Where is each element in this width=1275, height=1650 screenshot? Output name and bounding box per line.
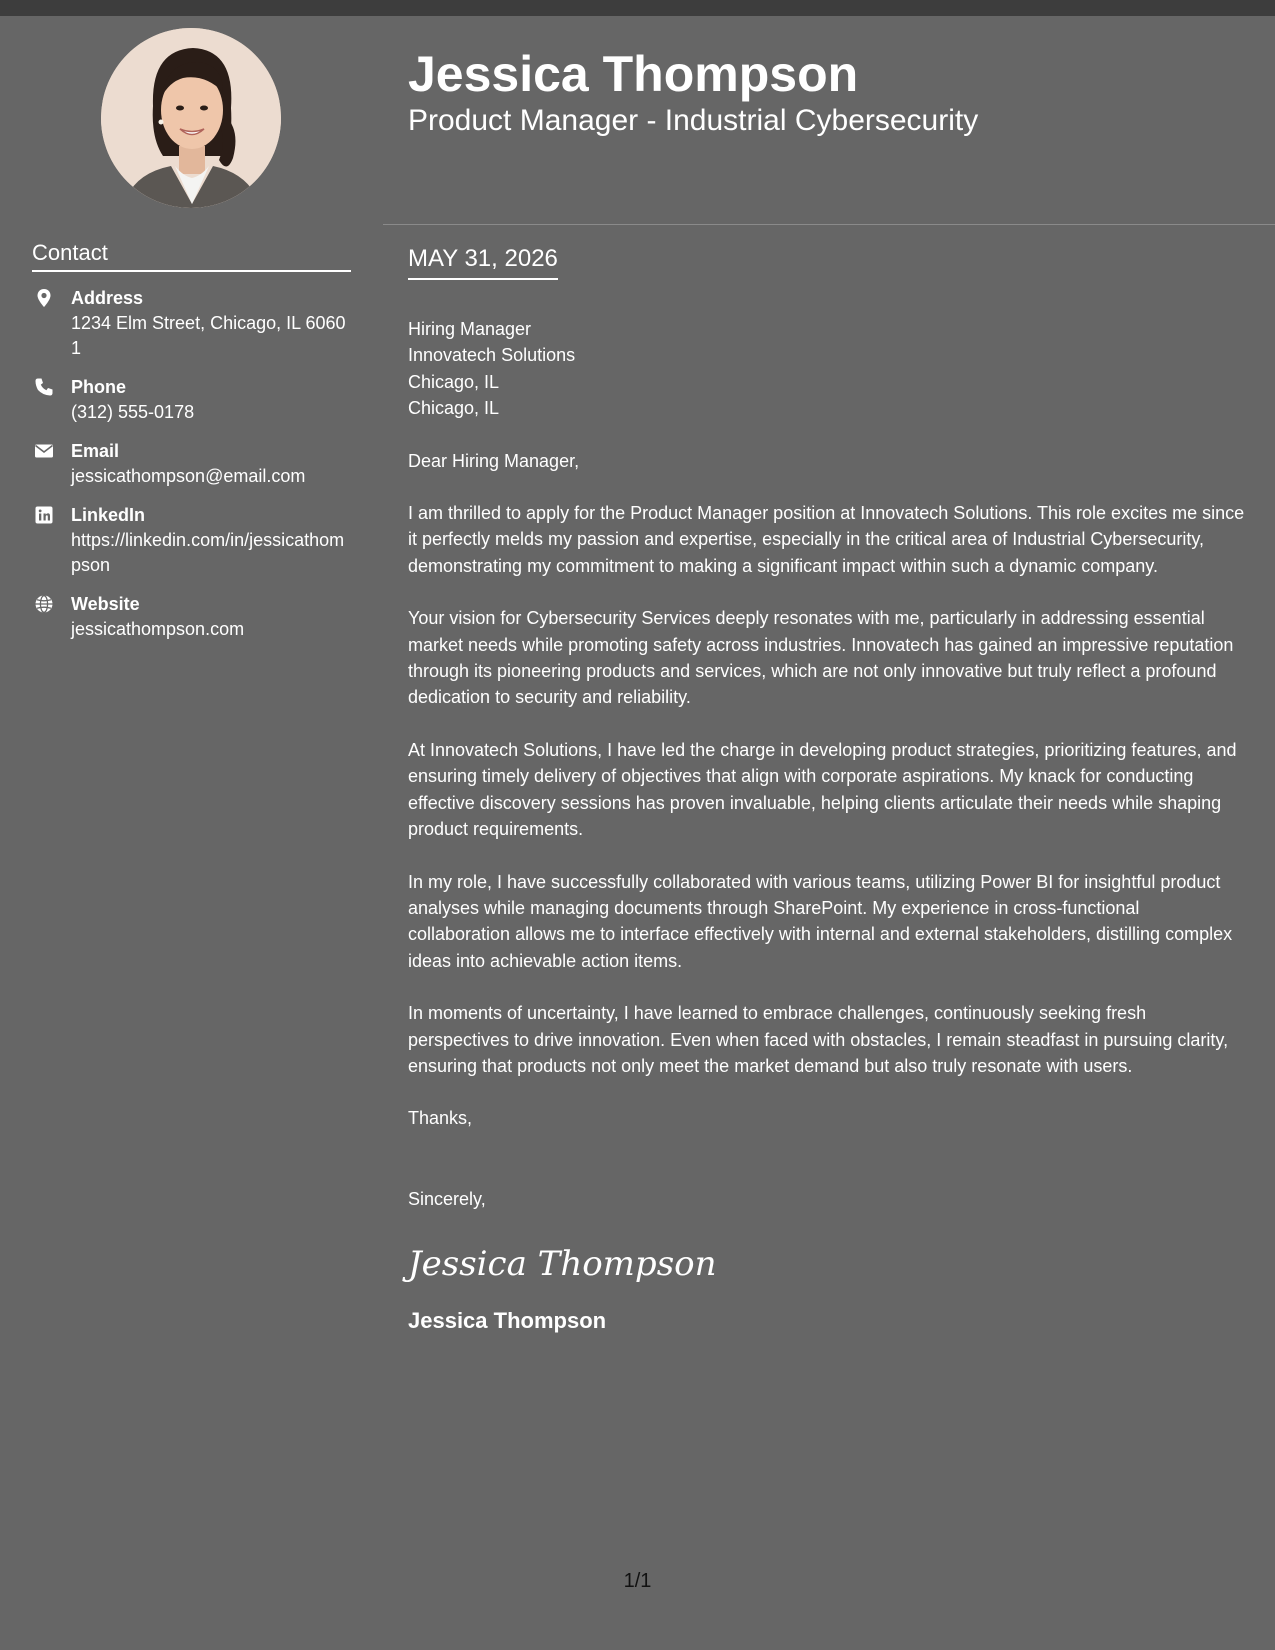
recipient-block bbox=[408, 316, 1246, 422]
email-value: jessicathompson@email.com bbox=[71, 466, 306, 486]
letter-paragraph: Your vision for Cybersecurity Services deeply resonates with me, particularly in addressing essential market needs while promoting safety across industries. Innovatech has gained an impressive reputation through its pioneering products and services, which are not only innovative but truly reflect a profound dedication to security and reliability. bbox=[408, 608, 1234, 708]
sidebar bbox=[0, 16, 383, 1650]
closing-line: Sincerely, bbox=[408, 1188, 486, 1209]
envelope-icon bbox=[34, 441, 54, 461]
header-job-title: Product Manager - Industrial Cybersecurity bbox=[408, 104, 979, 137]
phone-icon bbox=[34, 377, 54, 397]
contact-label: LinkedIn bbox=[71, 505, 146, 525]
salutation: Dear Hiring Manager, bbox=[408, 450, 580, 471]
letter-paragraph: In my role, I have successfully collaborated with various teams, utilizing Power BI for insightful product analyses while managing documents through SharePoint. My experience in cross-functional collaboration allows me to interface effectively with internal and external stakeholders, distilling complex ideas into achievable action items. bbox=[408, 871, 1233, 971]
letter-date: MAY 31, 2026 bbox=[408, 244, 558, 280]
letter-body bbox=[408, 316, 1246, 1336]
contact-item-website bbox=[32, 592, 352, 642]
contact-label: Phone bbox=[71, 377, 127, 397]
letter-paragraph: At Innovatech Solutions, I have led the charge in developing product strategies, prioritizing features, and ensuring timely delivery of objectives that align with corporate aspirations. My knack for conducting effective discovery sessions has proven invaluable, helping clients articulate their needs while shaping product requirements. bbox=[408, 739, 1237, 840]
contact-label: Email bbox=[71, 441, 120, 461]
contact-item-linkedin bbox=[32, 503, 352, 578]
globe-icon bbox=[34, 594, 54, 614]
thanks-line: Thanks, bbox=[408, 1108, 473, 1129]
header-divider bbox=[383, 224, 1275, 225]
contact-label: Address bbox=[71, 288, 144, 308]
contact-label: Website bbox=[71, 594, 140, 614]
map-pin-icon bbox=[34, 288, 54, 308]
recipient-line: Chicago, IL bbox=[408, 398, 500, 419]
phone-value: (312) 555-0178 bbox=[71, 402, 195, 422]
letter-paragraph: I am thrilled to apply for the Product Manager position at Innovatech Solutions. This role excites me since it perfectly melds my passion and expertise, especially in the critical area of Industrial Cybersecurity, demonstrating my commitment to making a significant impact within such a dynamic company. bbox=[408, 503, 1245, 576]
website-value[interactable]: jessicathompson.com bbox=[71, 619, 245, 639]
handwritten-signature: Jessica Thompson bbox=[408, 1244, 717, 1285]
contact-item-email bbox=[32, 439, 352, 489]
letter-paragraph: In moments of uncertainty, I have learned to embrace challenges, continuously seeking fresh perspectives to drive innovation. Even when faced with obstacles, I remain steadfast in pursuing clarity, ensuring that products not only meet the market demand but also truly resonate with users. bbox=[408, 1003, 1229, 1076]
contact-heading: Contact bbox=[32, 240, 351, 272]
header-name: Jessica Thompson bbox=[408, 46, 859, 102]
contact-item-address bbox=[32, 286, 352, 361]
linkedin-value[interactable]: https://linkedin.com/in/jessicathompson bbox=[71, 530, 345, 575]
recipient-line: Chicago, IL bbox=[408, 371, 500, 392]
contact-list bbox=[32, 286, 352, 656]
address-value: 1234 Elm Street, Chicago, IL 60601 bbox=[71, 313, 346, 358]
recipient-line: Innovatech Solutions bbox=[408, 345, 576, 366]
avatar bbox=[101, 28, 281, 208]
page-number: 1/1 bbox=[623, 1570, 652, 1592]
signed-name: Jessica Thompson bbox=[408, 1308, 607, 1334]
contact-item-phone bbox=[32, 375, 352, 425]
profile-photo bbox=[101, 28, 281, 208]
linkedin-icon bbox=[34, 505, 54, 525]
letter-page bbox=[0, 16, 1275, 1650]
recipient-line: Hiring Manager bbox=[408, 319, 532, 339]
